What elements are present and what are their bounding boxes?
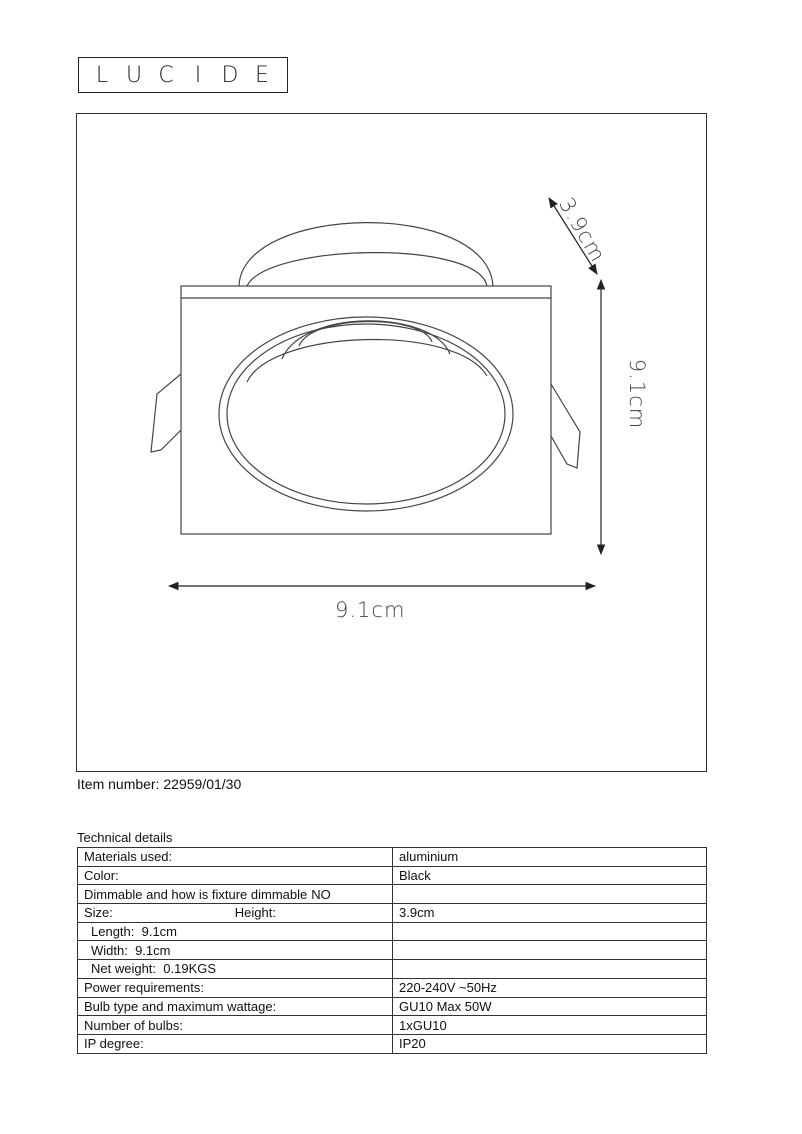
spec-label: Color: (78, 866, 393, 885)
spec-label: Materials used: (78, 848, 393, 867)
technical-details-title: Technical details (77, 830, 173, 845)
width-label: Width: (91, 942, 128, 958)
item-number-value: 22959/01/30 (163, 776, 242, 792)
table-row (78, 1034, 707, 1053)
net-weight-value: 0.19KGS (163, 961, 217, 977)
spec-value: 220-240V ~50Hz (393, 978, 707, 997)
spec-label (78, 960, 393, 979)
width-value: 9.1cm (135, 942, 171, 958)
spec-value: IP20 (393, 1034, 707, 1053)
spec-label: IP degree: (78, 1034, 393, 1053)
spec-label: Number of bulbs: (78, 1016, 393, 1035)
lucide-logo (78, 57, 288, 93)
logo-letter: U (125, 62, 145, 88)
table-row (78, 866, 707, 885)
table-row (78, 941, 707, 960)
dimmable-label: Dimmable and how is fixture dimmable (84, 886, 308, 902)
spec-value: Black (393, 866, 707, 885)
spec-value (393, 960, 707, 979)
item-number-label: Item number: (77, 776, 160, 792)
technical-details-table (77, 847, 707, 1054)
spec-label: Bulb type and maximum wattage: (78, 997, 393, 1016)
spec-value: 1xGU10 (393, 1016, 707, 1035)
table-row (78, 922, 707, 941)
height-label: Height: (234, 905, 276, 921)
dimmable-value: NO (311, 886, 331, 902)
spec-value (393, 922, 707, 941)
logo-letter: C (158, 62, 176, 88)
width-dimension-label: 9.1cm (335, 598, 406, 622)
spec-label (78, 941, 393, 960)
spec-label (78, 922, 393, 941)
spec-label (78, 885, 393, 904)
length-label: Length: (91, 924, 135, 940)
length-dimension-label: 9.1cm (625, 358, 650, 430)
table-row (78, 960, 707, 979)
table-row (78, 978, 707, 997)
logo-letter: D (221, 62, 241, 88)
table-row (78, 885, 707, 904)
table-row (78, 1016, 707, 1035)
spec-value: aluminium (393, 848, 707, 867)
spec-value (393, 941, 707, 960)
length-value: 9.1cm (141, 924, 178, 940)
net-weight-label: Net weight: (91, 961, 157, 977)
size-label: Size: (84, 905, 113, 921)
table-row (78, 904, 707, 923)
spec-value (393, 885, 707, 904)
logo-letter: I (194, 62, 204, 88)
dimension-lines (169, 198, 601, 586)
spec-label (78, 904, 393, 923)
spec-label: Power requirements: (78, 978, 393, 997)
depth-dimension-label: 3.9cm (554, 193, 611, 267)
fixture-outline (151, 223, 580, 534)
item-number (77, 776, 241, 792)
table-row (78, 848, 707, 867)
fixture-drawing (77, 114, 708, 773)
table-row (78, 997, 707, 1016)
spec-value: GU10 Max 50W (393, 997, 707, 1016)
logo-letter: E (255, 62, 271, 88)
logo-letter: L (95, 62, 111, 88)
logo-text (79, 58, 287, 92)
technical-drawing-frame (76, 113, 707, 772)
spec-value: 3.9cm (393, 904, 707, 923)
